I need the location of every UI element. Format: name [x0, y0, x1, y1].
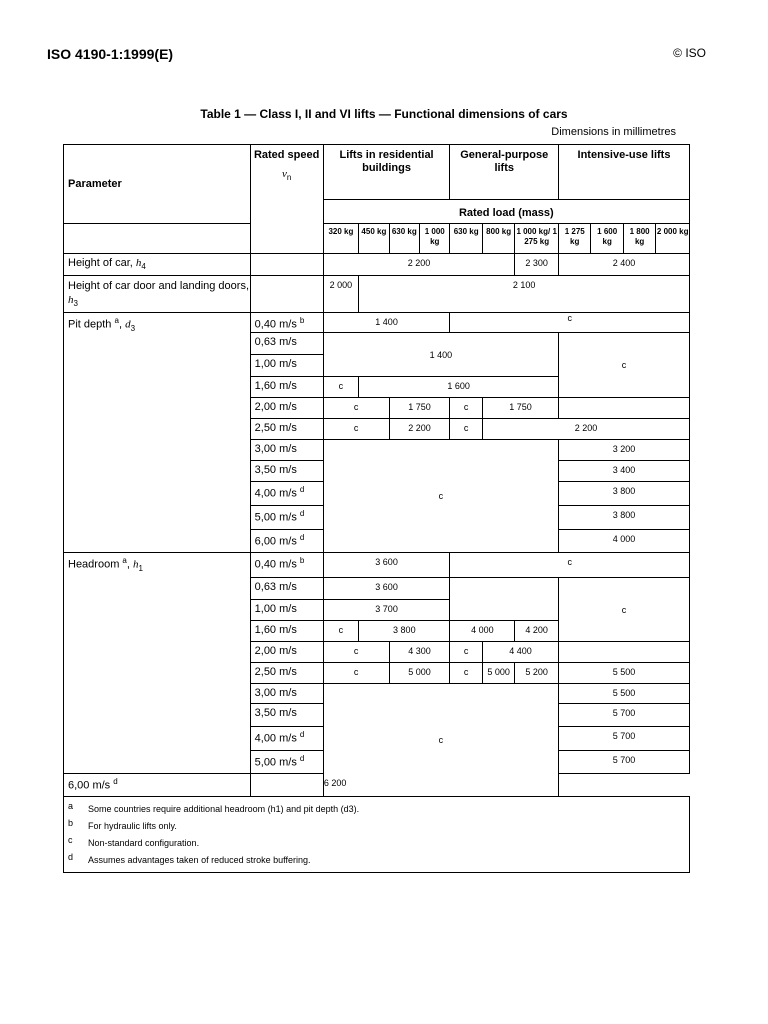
load-cell: 1 000 kg: [420, 224, 450, 254]
value-cell: 4 400: [482, 642, 558, 663]
speed-cell: 0,63 m/s: [250, 578, 323, 600]
rated-speed-header: [250, 145, 323, 254]
rated-load-header: Rated load (mass): [323, 200, 689, 224]
speed-cell: 3,50 m/s: [250, 704, 323, 727]
value-cell: 1 750: [482, 398, 558, 419]
value-cell: 1 400: [323, 313, 450, 333]
param-pit-depth: Pit depth $^a$, $d_3$: [64, 313, 251, 553]
speed-cell: 5,00 m/s $^d$: [250, 751, 323, 774]
table-row: [64, 313, 690, 333]
value-cell: 1 400: [323, 333, 558, 377]
load-cell: 1 600 kg: [591, 224, 623, 254]
speed-blank: [250, 276, 323, 313]
value-cell: 2 100: [359, 276, 690, 313]
load-cell: 1 800 kg: [623, 224, 655, 254]
value-cell: c: [450, 313, 690, 333]
general-header: General-purpose lifts: [450, 145, 559, 200]
value-cell: c: [323, 663, 389, 684]
value-cell: 3 800: [559, 482, 690, 506]
load-cell: 630 kg: [450, 224, 482, 254]
load-cell: 1 000 kg/ 1 275 kg: [515, 224, 559, 254]
speed-cell: 6,00 m/s $^d$: [250, 530, 323, 553]
speed-cell: 5,00 m/s $^d$: [250, 506, 323, 530]
footnotes: [64, 797, 690, 873]
value-cell: 5 000: [389, 663, 450, 684]
value-cell: c: [450, 663, 482, 684]
parameter-header-blank: [64, 224, 251, 254]
value-cell: c: [323, 621, 359, 642]
intensive-header: Intensive-use lifts: [559, 145, 690, 200]
param-height-car: Height of car, $h_4$: [64, 254, 251, 276]
speed-cell: 1,60 m/s: [250, 621, 323, 642]
value-cell: 4 300: [389, 642, 450, 663]
value-cell: 4 000: [450, 621, 515, 642]
speed-cell: 0,63 m/s: [250, 333, 323, 355]
value-cell: 5 700: [559, 727, 690, 751]
speed-cell: 2,50 m/s: [250, 419, 323, 440]
table-row: [64, 774, 690, 797]
value-cell: 3 400: [559, 461, 690, 482]
document-id: ISO 4190-1:1999(E): [47, 46, 174, 62]
speed-cell: 4,00 m/s $^d$: [250, 727, 323, 751]
footnote: a Some countries require additional headroom (h1) and pit depth (d3).: [68, 801, 360, 814]
value-cell: 1 600: [359, 377, 559, 398]
speed-blank: [250, 254, 323, 276]
load-values-row: [64, 224, 690, 254]
footnote: c Non-standard configuration.: [68, 835, 200, 848]
param-headroom: Headroom $^a$, $h_1$: [64, 553, 251, 774]
speed-cell: 1,00 m/s: [250, 355, 323, 377]
value-cell: 3 700: [323, 600, 450, 621]
param-height-door: Height of car door and landing doors, $h_3$: [64, 276, 251, 313]
value-cell: c: [450, 553, 690, 578]
copyright: © ISO: [673, 46, 706, 60]
value-cell: 5 200: [515, 663, 559, 684]
footnote: d Assumes advantages taken of reduced stroke buffering.: [68, 852, 311, 865]
value-cell: 3 800: [359, 621, 450, 642]
table-row: [64, 276, 690, 313]
value-cell: 2 200: [482, 419, 689, 440]
value-cell: 5 700: [559, 704, 690, 727]
load-cell: 800 kg: [482, 224, 514, 254]
table-row: [64, 553, 690, 578]
rated-speed-symbol: $v_n$: [281, 168, 292, 183]
table-row: [64, 254, 690, 276]
speed-cell: 2,50 m/s: [250, 663, 323, 684]
speed-cell: 3,00 m/s: [250, 440, 323, 461]
value-cell: 3 600: [323, 553, 450, 578]
value-cell: c: [450, 398, 482, 419]
value-blank: [559, 398, 690, 419]
value-blank: [450, 578, 559, 621]
value-cell: c: [559, 333, 690, 398]
footnote: b For hydraulic lifts only.: [68, 818, 177, 831]
value-cell: c: [323, 684, 558, 797]
speed-cell: 1,60 m/s: [250, 377, 323, 398]
speed-cell: 2,00 m/s: [250, 642, 323, 663]
value-cell: c: [559, 578, 690, 642]
speed-cell: 3,50 m/s: [250, 461, 323, 482]
speed-cell: 4,00 m/s $^d$: [250, 482, 323, 506]
residential-header: Lifts in residential buildings: [323, 145, 450, 200]
value-cell: 5 700: [559, 751, 690, 774]
value-cell: c: [323, 398, 389, 419]
table-title: Table 1 — Class I, II and VI lifts — Functional dimensions of cars: [200, 107, 568, 121]
value-cell: 6 200: [250, 774, 419, 797]
footnotes-row: [64, 797, 690, 873]
value-cell: 4 200: [515, 621, 559, 642]
load-cell: 630 kg: [389, 224, 419, 254]
value-cell: 3 600: [323, 578, 450, 600]
value-cell: 1 750: [389, 398, 450, 419]
value-cell: c: [323, 377, 359, 398]
load-cell: 2 000 kg: [656, 224, 690, 254]
value-cell: c: [323, 440, 558, 553]
value-cell: c: [450, 642, 482, 663]
value-cell: c: [323, 642, 389, 663]
speed-cell: 1,00 m/s: [250, 600, 323, 621]
value-cell: 2 400: [559, 254, 690, 276]
load-cell: 1 275 kg: [559, 224, 591, 254]
speed-cell: 0,40 m/s $^b$: [250, 313, 323, 333]
speed-cell: 2,00 m/s: [250, 398, 323, 419]
parameter-header: Parameter: [64, 145, 251, 224]
value-cell: 5 000: [482, 663, 514, 684]
units-note: Dimensions in millimetres: [551, 126, 676, 138]
value-cell: 5 500: [559, 684, 690, 704]
value-cell: 3 800: [559, 506, 690, 530]
speed-cell: 0,40 m/s $^b$: [250, 553, 323, 578]
value-cell: 3 200: [559, 440, 690, 461]
value-blank: [559, 642, 690, 663]
header-row: [64, 145, 690, 200]
value-cell: 4 000: [559, 530, 690, 553]
rated-speed-label: Rated speed: [253, 149, 320, 161]
load-cell: 450 kg: [359, 224, 389, 254]
speed-cell: 3,00 m/s: [250, 684, 323, 704]
dimensions-table: [63, 144, 690, 873]
value-cell: c: [450, 419, 482, 440]
speed-cell: 6,00 m/s $^d$: [64, 774, 251, 797]
load-cell: 320 kg: [323, 224, 359, 254]
value-cell: c: [323, 419, 389, 440]
value-cell: 2 200: [323, 254, 515, 276]
value-cell: 2 300: [515, 254, 559, 276]
value-cell: 2 200: [389, 419, 450, 440]
value-cell: 5 500: [559, 663, 690, 684]
value-cell: 2 000: [323, 276, 359, 313]
